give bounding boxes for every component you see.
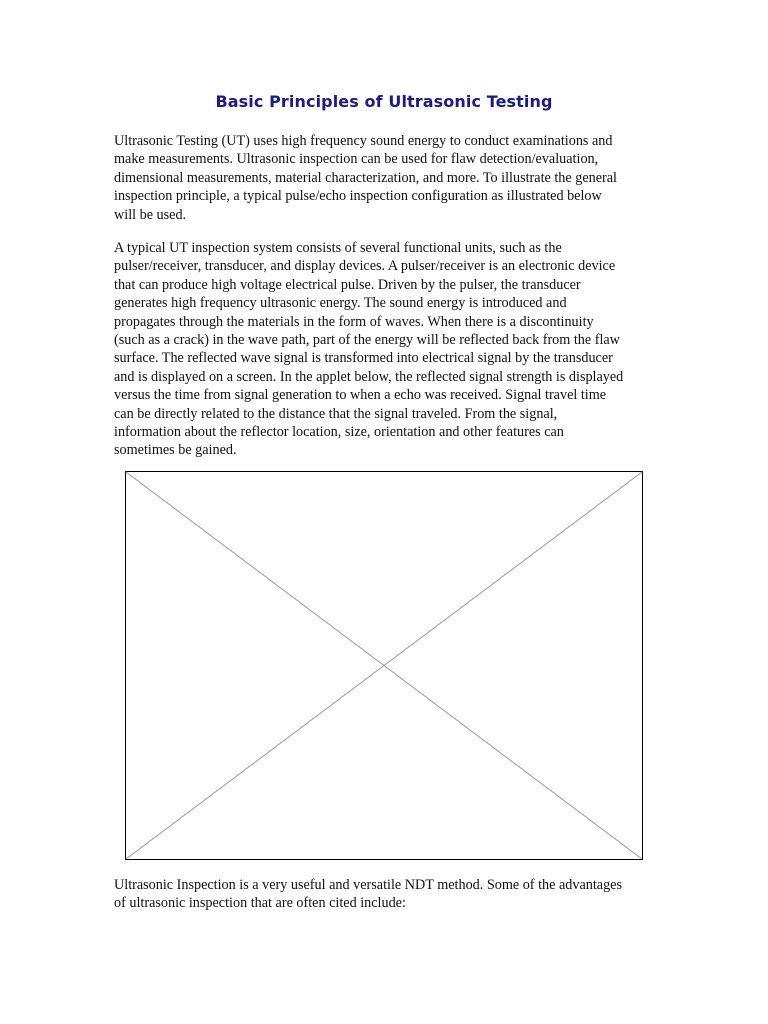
- intro-paragraph: Ultrasonic Testing (UT) uses high frequency sound energy to conduct examinations and make measurements. Ultrasonic inspection can be used for flaw detection/evaluation, dimensional measurements, material characterization, and more. To illustrate the general inspection principle, a typical pulse/echo inspection configuration as illustrated below will be used.: [114, 133, 617, 223]
- page-title: Basic Principles of Ultrasonic Testing: [215, 92, 553, 111]
- advantages-intro-paragraph: Ultrasonic Inspection is a very useful and versatile NDT method. Some of the advantages of ultrasonic inspection that are often cited include:: [114, 877, 622, 912]
- broken-image-icon: [125, 471, 643, 860]
- missing-image-placeholder: [125, 471, 643, 860]
- system-description-paragraph: A typical UT inspection system consists of several functional units, such as the pulser/receiver, transducer, and display devices. A pulser/receiver is an electronic device that can produce high voltage electrical pulse. Driven by the pulser, the transducer generates high frequency ultrasonic energy. The sound energy is introduced and propagates through the materials in the form of waves. When there is a discontinuity (such as a crack) in the wave path, part of the energy will be reflected back from the flaw surface. The reflected wave signal is transformed into electrical signal by the transducer and is displayed on a screen. In the applet below, the reflected signal strength is displayed versus the time from signal generation to when a echo was received. Signal travel time can be directly related to the distance that the signal traveled. From the signal, information about the reflector location, size, orientation and other features can sometimes be gained.: [114, 240, 624, 459]
